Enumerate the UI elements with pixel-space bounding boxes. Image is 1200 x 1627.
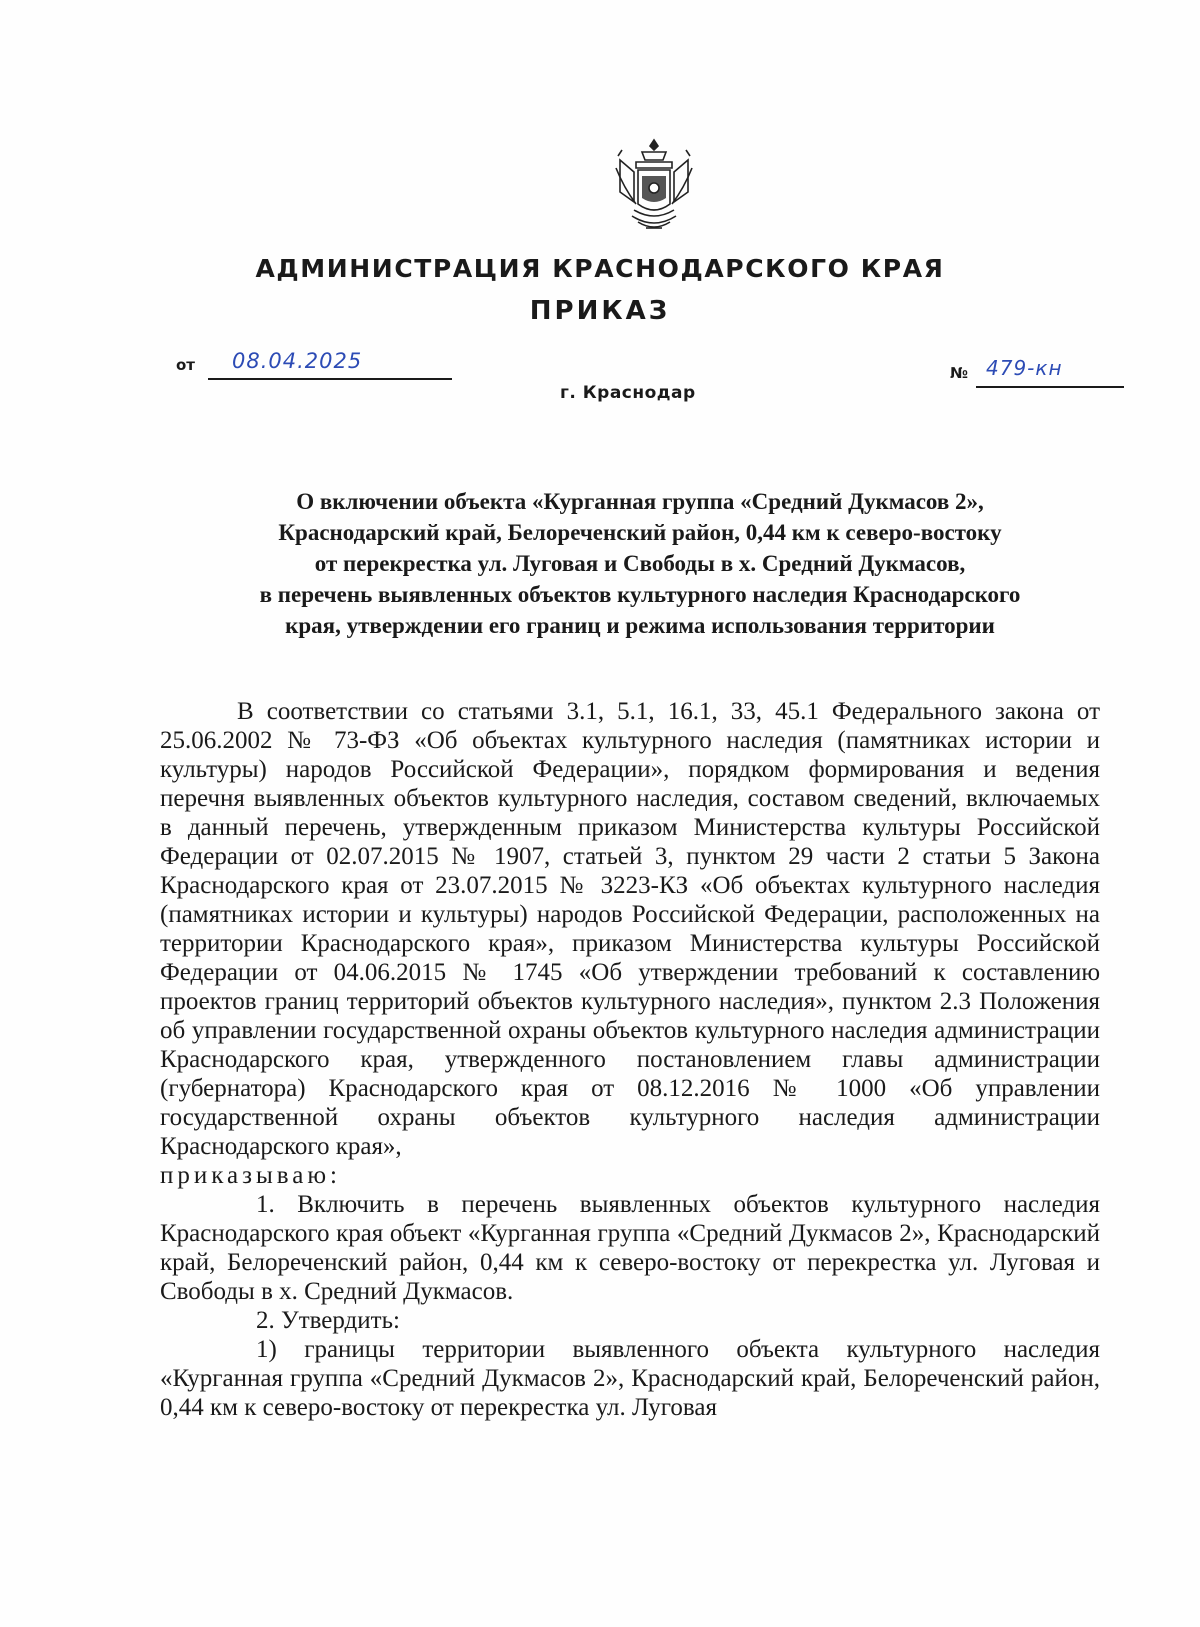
document-body — [160, 697, 1100, 1422]
clause-1: 1. Включить в перечень выявленных объектов культурного наследия Краснодарского края объект «Курганная группа «Средний Дукмасов 2», Краснодарский край, Белореченский район, 0,44 км к северо-востоку от перекрестка ул. Луговая и Свободы в х. Средний Дукмасов. — [160, 1191, 1100, 1305]
preamble-paragraph: В соответствии со статьями 3.1, 5.1, 16.1, 33, 45.1 Федерального закона от 25.06.2002 № 73-ФЗ «Об объектах культурного наследия (памятниках истории и культуры) народов Российской Федерации», порядком формирования и ведения перечня выявленных объектов культурного наследия, составом сведений, включаемых в данный перечень, утвержденным приказом Министерства культуры Российской Федерации от 02.07.2015 № 1907, статьей 3, пунктом 29 части 2 статьи 5 Закона Краснодарского края от 23.07.2015 № 3223-КЗ «Об объектах культурного наследия (памятниках истории и культуры) народов Российской Федерации, расположенных на территории Краснодарского края», приказом Министерства культуры Российской Федерации от 04.06.2015 № 1745 «Об утверждении требований к составлению проектов границ территорий объектов культурного наследия», пунктом 2.3 Положения об управлении государственной охраны объектов культурного наследия администрации Краснодарского края, утвержденного постановлением главы администрации (губернатора) Краснодарского края от 08.12.2016 № 1000 «Об управлении государственной охраны объектов культурного наследия администрации Краснодарского края», — [160, 698, 1100, 1160]
coat-of-arms-icon — [612, 138, 696, 234]
handwritten-date: 08.04.2025 — [232, 349, 363, 373]
heading-line: О включении объекта «Курганная группа «Средний Дукмасов 2», — [296, 489, 984, 514]
heading-line: в перечень выявленных объектов культурного наследия Краснодарского — [259, 582, 1021, 607]
clause-2: 2. Утвердить: — [256, 1307, 400, 1334]
heading-line: края, утверждении его границ и режима использования территории — [285, 613, 995, 638]
handwritten-number: 479-кн — [986, 356, 1063, 380]
number-underline — [976, 386, 1124, 388]
clause-2-1: 1) границы территории выявленного объекта культурного наследия «Курганная группа «Средний Дукмасов 2», Краснодарский край, Белореченский район, 0,44 км к северо-востоку от перекрестка ул. Луговая — [160, 1336, 1100, 1421]
heading-line: Краснодарский край, Белореченский район, 0,44 км к северо-востоку — [278, 520, 1002, 545]
city-name: г. Краснодар — [560, 383, 696, 403]
order-word: приказываю: — [160, 1162, 341, 1189]
date-label: от — [176, 356, 195, 374]
date-underline — [208, 378, 452, 380]
number-label: № — [950, 364, 969, 382]
document-heading — [170, 486, 1110, 641]
document-type: ПРИКАЗ — [529, 296, 671, 326]
heading-line: от перекрестка ул. Луговая и Свободы в х. Средний Дукмасов, — [314, 551, 966, 576]
organization-title: АДМИНИСТРАЦИЯ КРАСНОДАРСКОГО КРАЯ — [255, 254, 945, 283]
